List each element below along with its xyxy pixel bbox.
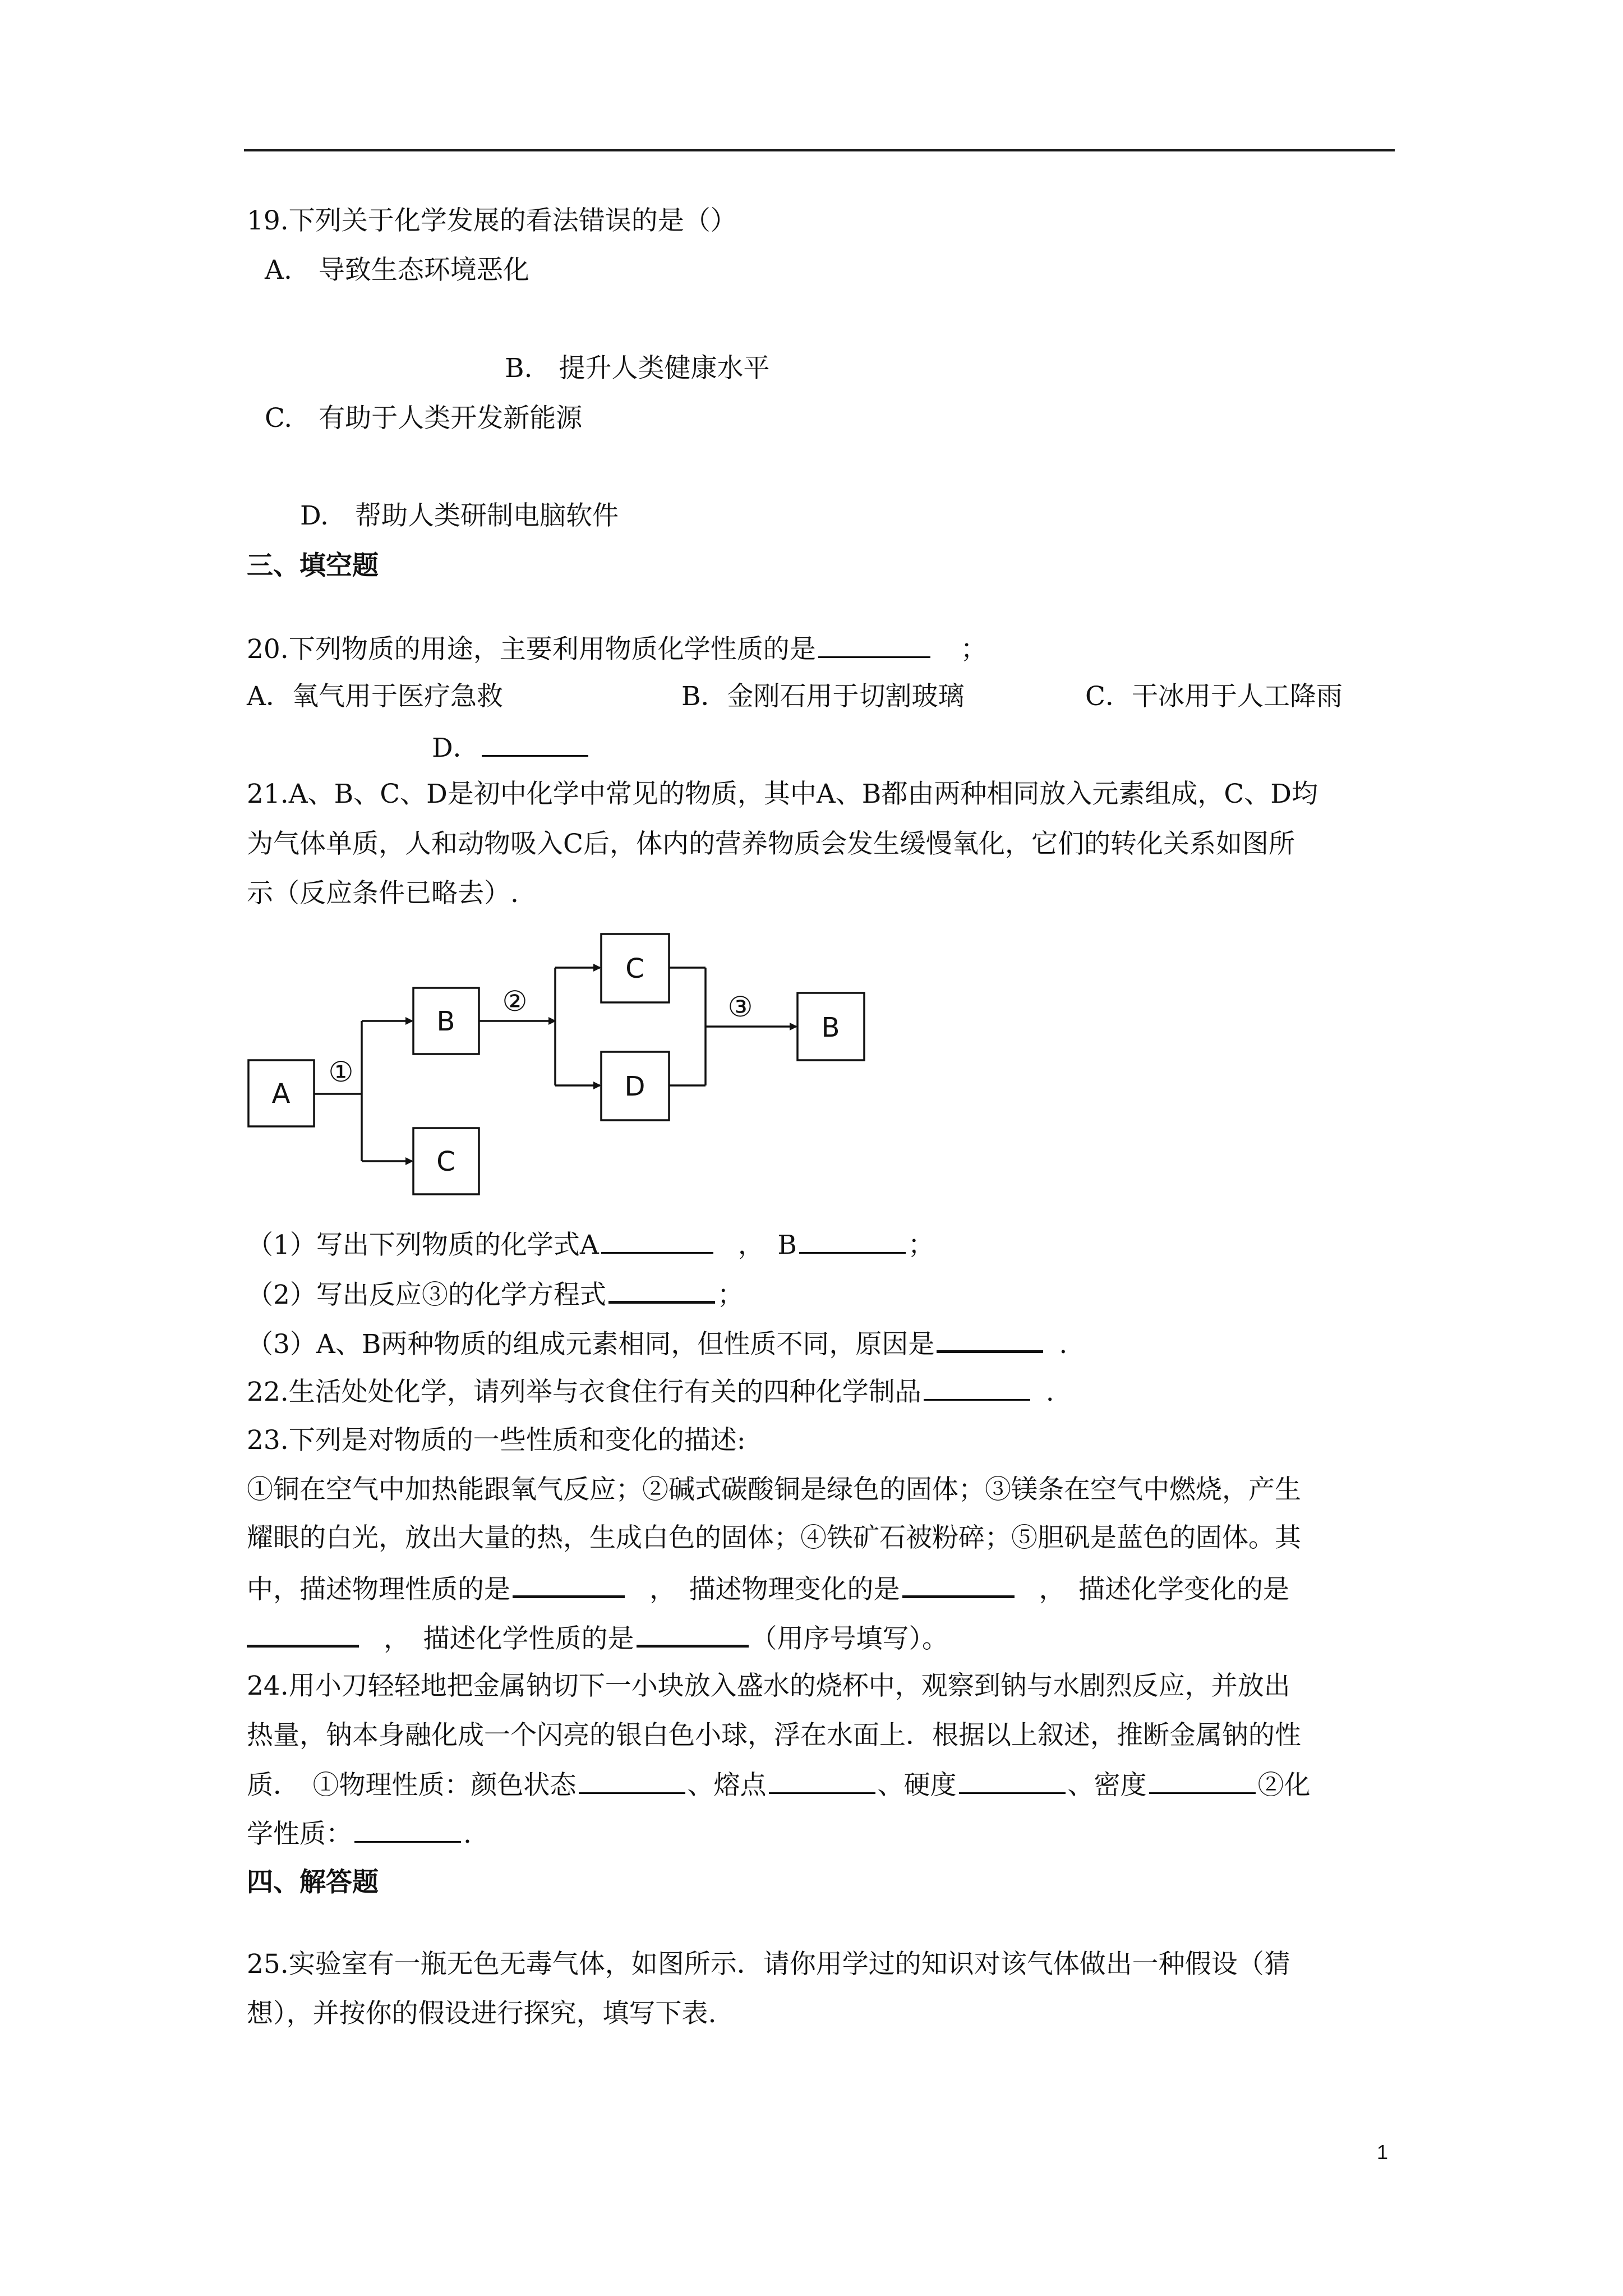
q22-stem-end: .	[1045, 1377, 1054, 1407]
box-b1-label: B	[436, 1006, 455, 1037]
q23-line-5	[247, 1620, 948, 1656]
q20-option-d	[432, 730, 591, 765]
q23-line-2: ①铜在空气中加热能跟氧气反应；②碱式碳酸铜是绿色的固体；③镁条在空气中燃烧，产生	[247, 1474, 1301, 1505]
step-1-label: ①	[328, 1056, 354, 1088]
q21-sub-3-text: （3）A、B两种物质的组成元素相同，但性质不同，原因是	[247, 1329, 935, 1360]
q24-melting-point-blank[interactable]	[769, 1768, 875, 1794]
q22-answer-blank[interactable]	[924, 1374, 1030, 1401]
q21-sub-2-end: ；	[717, 1280, 744, 1310]
q23-chemical-property-blank[interactable]	[637, 1620, 749, 1648]
box-b2-label: B	[821, 1012, 840, 1043]
q24-color-state-blank[interactable]	[579, 1768, 685, 1794]
q24-line-2: 热量，钠本身融化成一个闪亮的银白色小球，浮在水面上．根据以上叙述，推断金属钠的性	[247, 1720, 1301, 1751]
section-heading-fill-blank: 三、填空题	[247, 550, 379, 581]
q21-reason-blank[interactable]	[937, 1326, 1043, 1353]
q20-stem	[247, 632, 987, 666]
q20-option-c: C．干冰用于人工降雨	[1085, 681, 1343, 712]
box-c1-label: C	[436, 1146, 455, 1177]
q23-line-5-text-a: ， 描述化学性质的是	[384, 1623, 634, 1654]
step-3-label: ③	[727, 991, 753, 1023]
q23-line-4-text-b: ， 描述物理变化的是	[649, 1574, 900, 1605]
q20-option-d-label: D．	[432, 733, 479, 763]
q19-option-d: D. 帮助人类研制电脑软件	[300, 500, 619, 531]
q20-stem-text: 20.下列物质的用途，主要利用物质化学性质的是	[247, 634, 816, 665]
q24-line-3	[247, 1768, 1311, 1802]
q21-equation-blank[interactable]	[608, 1276, 715, 1304]
q23-line-3: 耀眼的白光，放出大量的热，生成白色的固体；④铁矿石被粉碎；⑤胆矾是蓝色的固体。其	[247, 1522, 1301, 1553]
q24-line-3-text-a: 质． ①物理性质：颜色状态	[247, 1770, 577, 1801]
q20-option-b: B．金刚石用于切割玻璃	[681, 681, 965, 712]
q21-sub-1-end: ；	[907, 1230, 934, 1260]
q20-option-a: A．氧气用于医疗急救	[247, 681, 503, 712]
q21-transformation-diagram	[247, 926, 920, 1217]
box-d-label: D	[624, 1071, 645, 1102]
q21-line-2: 为气体单质，人和动物吸入C后，体内的营养物质会发生缓慢氧化，它们的转化关系如图所	[247, 829, 1295, 859]
q21-formula-a-blank[interactable]	[601, 1227, 713, 1254]
q19-option-b: B. 提升人类健康水平	[505, 353, 770, 384]
q24-line-4-text-a: 学性质：	[247, 1819, 352, 1849]
box-c2-label: C	[625, 953, 644, 984]
q23-line-4-text-a: 中，描述物理性质的是	[247, 1574, 510, 1605]
q23-physical-change-blank[interactable]	[902, 1571, 1015, 1598]
q23-chemical-change-blank[interactable]	[247, 1620, 359, 1648]
q24-line-4	[247, 1816, 472, 1851]
box-a-label: A	[271, 1078, 291, 1110]
q23-line-5-text-b: （用序号填写）。	[750, 1623, 948, 1654]
q21-sub-3	[247, 1326, 1067, 1361]
q21-sub-1-text-b: ， B	[737, 1230, 797, 1260]
q21-sub-2	[247, 1276, 744, 1312]
q21-line-3: 示（反应条件已略去）.	[247, 878, 519, 909]
q24-line-1: 24.用小刀轻轻地把金属钠切下一小块放入盛水的烧杯中，观察到钠与水剧烈反应，并放出	[247, 1671, 1290, 1701]
q21-sub-1	[247, 1227, 934, 1262]
q24-line-3-text-b: 、熔点	[687, 1770, 767, 1801]
q20-option-d-blank[interactable]	[482, 730, 588, 757]
q22-stem	[247, 1374, 1054, 1409]
q24-line-3-text-d: 、密度	[1067, 1770, 1147, 1801]
q20-stem-end: ；	[960, 634, 987, 665]
header-rule	[244, 149, 1395, 151]
q25-line-2: 想），并按你的假设进行探究，填写下表.	[247, 1998, 717, 2029]
q21-sub-2-text: （2）写出反应③的化学方程式	[247, 1280, 606, 1310]
q25-line-1: 25.实验室有一瓶无色无毒气体，如图所示．请你用学过的知识对该气体做出一种假设（猜	[247, 1949, 1290, 1980]
q23-line-4	[247, 1571, 1289, 1607]
q21-line-1: 21.A、B、C、D是初中化学中常见的物质，其中A、B都由两种相同放入元素组成，C、D均	[247, 779, 1318, 809]
q21-sub-1-text-a: （1）写出下列物质的化学式A	[247, 1230, 599, 1260]
q19-stem: 19.下列关于化学发展的看法错误的是（）	[247, 205, 737, 236]
q23-line-4-text-c: ， 描述化学变化的是	[1039, 1574, 1289, 1605]
section-heading-answer: 四、解答题	[247, 1867, 379, 1898]
q23-physical-property-blank[interactable]	[513, 1571, 625, 1598]
q24-line-3-text-e: ②化	[1257, 1770, 1311, 1801]
q24-density-blank[interactable]	[1149, 1768, 1256, 1794]
q24-line-4-text-b: .	[463, 1819, 472, 1849]
q20-answer-blank[interactable]	[818, 632, 930, 658]
q21-formula-b-blank[interactable]	[799, 1227, 906, 1254]
q22-stem-text: 22.生活处处化学，请列举与衣食住行有关的四种化学制品	[247, 1377, 921, 1407]
q24-chemical-property-blank[interactable]	[354, 1816, 461, 1843]
q24-line-3-text-c: 、硬度	[877, 1770, 957, 1801]
q21-sub-3-end: .	[1059, 1329, 1068, 1360]
q19-option-a: A. 导致生态环境恶化	[265, 255, 529, 286]
q19-option-c: C. 有助于人类开发新能源	[265, 403, 583, 434]
page-number: 1	[1377, 2141, 1389, 2164]
step-2-label: ②	[502, 985, 528, 1018]
q24-hardness-blank[interactable]	[959, 1768, 1066, 1794]
q23-line-1: 23.下列是对物质的一些性质和变化的描述:	[247, 1425, 746, 1456]
